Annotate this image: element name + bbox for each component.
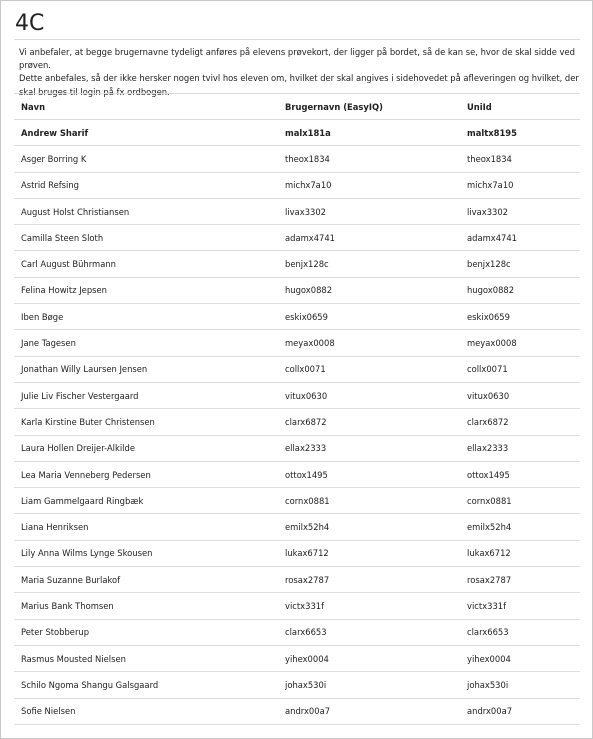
cell-unilogin: andrx00a7 <box>460 698 580 724</box>
cell-unilogin: ottox1495 <box>460 461 580 487</box>
cell-student-name: Schilo Ngoma Shangu Galsgaard <box>14 672 278 698</box>
cell-student-name: Jane Tagesen <box>14 330 278 356</box>
cell-student-name: Karla Kirstine Buter Christensen <box>14 409 278 435</box>
intro-paragraph-1: Vi anbefaler, at begge brugernavne tydeligt anføres på elevens prøvekort, der ligger på bordet, så de kan se, hvor de skal sidde ved prøven. <box>19 47 575 71</box>
cell-student-name: Peter Stobberup <box>14 619 278 645</box>
cell-student-name: Lea Maria Venneberg Pedersen <box>14 461 278 487</box>
cell-easyiq-username: theox1834 <box>278 146 460 172</box>
cell-easyiq-username: collx0071 <box>278 356 460 382</box>
cell-easyiq-username: andrx00a7 <box>278 698 460 724</box>
cell-student-name: Jonathan Willy Laursen Jensen <box>14 356 278 382</box>
table-body <box>14 120 580 725</box>
cell-unilogin: livax3302 <box>460 198 580 224</box>
table-row <box>14 198 580 224</box>
title-divider <box>14 39 580 40</box>
table-header-row <box>14 94 580 120</box>
student-table <box>14 93 580 725</box>
table-row <box>14 514 580 540</box>
cell-unilogin: victx331f <box>460 593 580 619</box>
cell-student-name: Camilla Steen Sloth <box>14 225 278 251</box>
table-row <box>14 698 580 724</box>
cell-student-name: Liana Henriksen <box>14 514 278 540</box>
cell-student-name: Julie Liv Fischer Vestergaard <box>14 382 278 408</box>
cell-student-name: Astrid Refsing <box>14 172 278 198</box>
table-row <box>14 488 580 514</box>
table-row <box>14 540 580 566</box>
cell-easyiq-username: yihex0004 <box>278 645 460 671</box>
table-row <box>14 172 580 198</box>
column-header-easyiq: Brugernavn (EasyIQ) <box>278 94 460 120</box>
cell-unilogin: clarx6653 <box>460 619 580 645</box>
cell-student-name: Rasmus Mousted Nielsen <box>14 645 278 671</box>
cell-student-name: Marius Bank Thomsen <box>14 593 278 619</box>
cell-easyiq-username: clarx6653 <box>278 619 460 645</box>
cell-student-name: Carl August Bührmann <box>14 251 278 277</box>
cell-easyiq-username: victx331f <box>278 593 460 619</box>
cell-easyiq-username: ellax2333 <box>278 435 460 461</box>
table-row <box>14 120 580 146</box>
cell-easyiq-username: johax530i <box>278 672 460 698</box>
cell-unilogin: cornx0881 <box>460 488 580 514</box>
column-header-name: Navn <box>14 94 278 120</box>
cell-easyiq-username: clarx6872 <box>278 409 460 435</box>
cell-student-name: Sofie Nielsen <box>14 698 278 724</box>
cell-unilogin: lukax6712 <box>460 540 580 566</box>
table-row <box>14 435 580 461</box>
table-row <box>14 382 580 408</box>
page-title: 4C <box>15 11 45 36</box>
cell-student-name: Lily Anna Wilms Lynge Skousen <box>14 540 278 566</box>
cell-easyiq-username: eskix0659 <box>278 304 460 330</box>
cell-unilogin: meyax0008 <box>460 330 580 356</box>
cell-easyiq-username: emilx52h4 <box>278 514 460 540</box>
cell-student-name: Andrew Sharif <box>14 120 278 146</box>
cell-unilogin: benjx128c <box>460 251 580 277</box>
cell-unilogin: johax530i <box>460 672 580 698</box>
cell-unilogin: rosax2787 <box>460 567 580 593</box>
cell-unilogin: vitux0630 <box>460 382 580 408</box>
cell-student-name: August Holst Christiansen <box>14 198 278 224</box>
cell-unilogin: yihex0004 <box>460 645 580 671</box>
table-row <box>14 277 580 303</box>
table-row <box>14 225 580 251</box>
cell-unilogin: hugox0882 <box>460 277 580 303</box>
table-row <box>14 330 580 356</box>
cell-unilogin: ellax2333 <box>460 435 580 461</box>
cell-unilogin: emilx52h4 <box>460 514 580 540</box>
table-row <box>14 672 580 698</box>
table-row <box>14 356 580 382</box>
column-header-unilogin: UniId <box>460 94 580 120</box>
table-row <box>14 146 580 172</box>
table-row <box>14 567 580 593</box>
cell-easyiq-username: ottox1495 <box>278 461 460 487</box>
cell-easyiq-username: livax3302 <box>278 198 460 224</box>
table-row <box>14 304 580 330</box>
cell-easyiq-username: meyax0008 <box>278 330 460 356</box>
cell-easyiq-username: malx181a <box>278 120 460 146</box>
table-row <box>14 461 580 487</box>
cell-student-name: Iben Bøge <box>14 304 278 330</box>
intro-text <box>19 46 579 99</box>
cell-student-name: Felina Howitz Jepsen <box>14 277 278 303</box>
cell-easyiq-username: lukax6712 <box>278 540 460 566</box>
table-row <box>14 251 580 277</box>
cell-easyiq-username: hugox0882 <box>278 277 460 303</box>
cell-unilogin: michx7a10 <box>460 172 580 198</box>
cell-easyiq-username: adamx4741 <box>278 225 460 251</box>
cell-unilogin: collx0071 <box>460 356 580 382</box>
cell-student-name: Liam Gammelgaard Ringbæk <box>14 488 278 514</box>
cell-easyiq-username: benjx128c <box>278 251 460 277</box>
intro-paragraph-2: Dette anbefales, så der ikke hersker nogen tvivl hos eleven om, hvilket der skal angives i sidehovedet på afleveringen og hvilket, der skal bruges til login på fx ordbogen. <box>19 73 579 97</box>
cell-easyiq-username: rosax2787 <box>278 567 460 593</box>
cell-easyiq-username: michx7a10 <box>278 172 460 198</box>
cell-easyiq-username: vitux0630 <box>278 382 460 408</box>
cell-unilogin: maltx8195 <box>460 120 580 146</box>
cell-unilogin: theox1834 <box>460 146 580 172</box>
cell-unilogin: clarx6872 <box>460 409 580 435</box>
table-row <box>14 645 580 671</box>
table-row <box>14 409 580 435</box>
table-row <box>14 593 580 619</box>
cell-unilogin: adamx4741 <box>460 225 580 251</box>
table-row <box>14 619 580 645</box>
cell-easyiq-username: cornx0881 <box>278 488 460 514</box>
cell-student-name: Asger Borring K <box>14 146 278 172</box>
cell-unilogin: eskix0659 <box>460 304 580 330</box>
cell-student-name: Laura Hollen Dreijer-Alkilde <box>14 435 278 461</box>
cell-student-name: Maria Suzanne Burlakof <box>14 567 278 593</box>
